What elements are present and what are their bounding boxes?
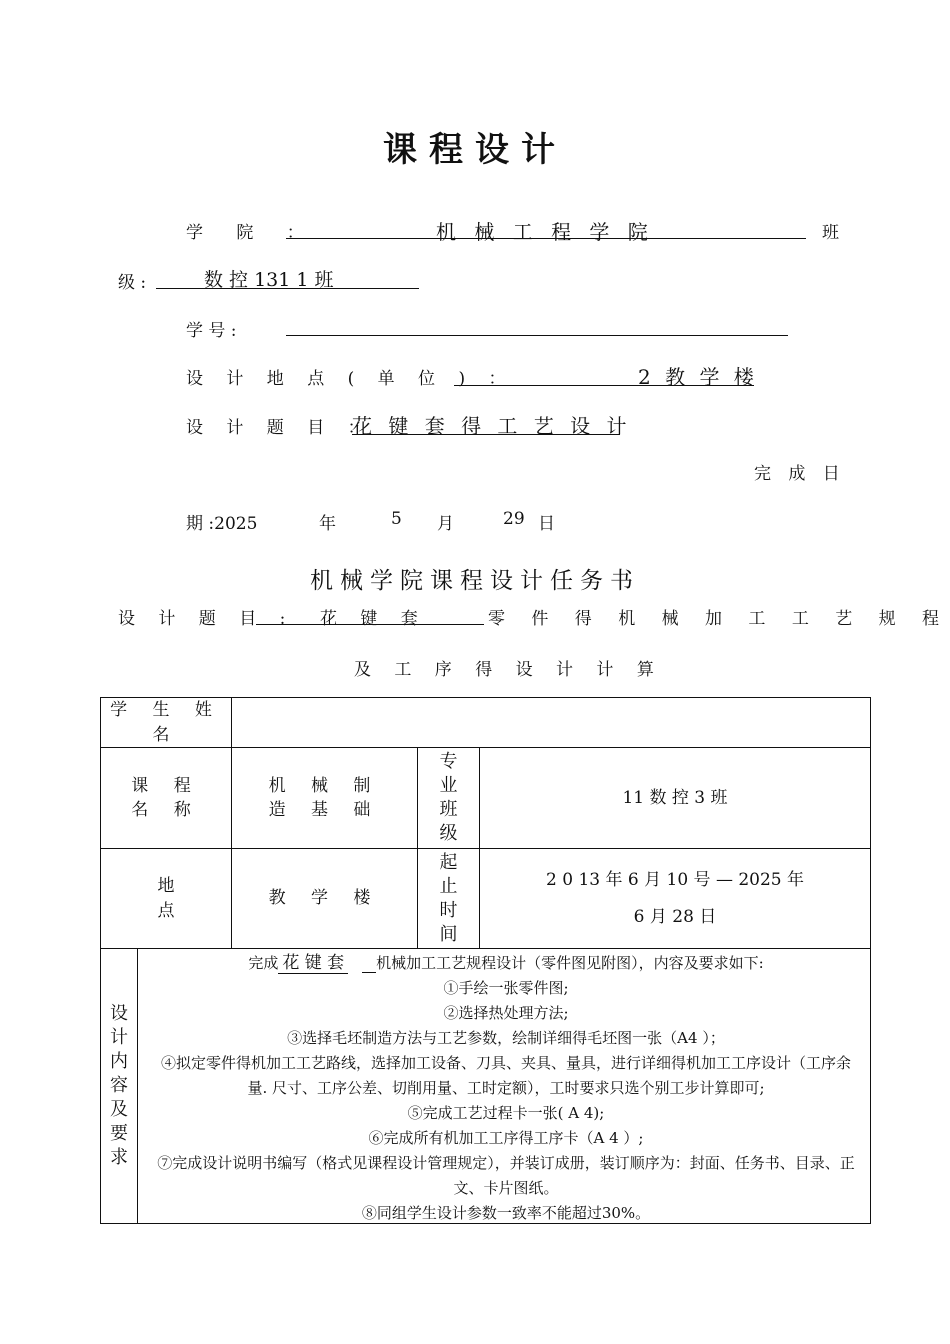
major-value: 11 数 控 3 班	[480, 748, 871, 849]
requirement-item: ①手绘一张零件图;	[443, 979, 569, 998]
date-day: 29	[503, 509, 525, 529]
requirements-label: 设计内容及要求	[110, 1003, 128, 1169]
requirement-item: ⑦完成设计说明书编写（格式见课程设计管理规定），并装订成册，装订顺序为：封面、任务书、目录、正文、卡片图纸。	[157, 1154, 855, 1198]
task-topic-line2: 及 工 序 得 设 计 计 算	[354, 660, 663, 680]
class-value: 数 控 131 1 班	[204, 269, 334, 291]
period-line2: 6 月 28 日	[633, 906, 717, 927]
date-month: 5	[391, 509, 402, 529]
date-month-unit: 月	[437, 514, 454, 534]
requirement-item: ③选择毛坯制造方法与工艺参数，绘制详细得毛坯图一张（A4 ）；	[287, 1029, 725, 1048]
completion-date-year: 期 :2025	[186, 514, 258, 534]
period-line1: 2 0 13 年 6 月 10 号 — 2025 年	[546, 869, 805, 890]
date-year-unit: 年	[319, 514, 336, 534]
student-id-label: 学 号 :	[186, 321, 237, 341]
task-topic-rest: 零 件 得 机 械 加 工 工 艺 规 程	[488, 609, 950, 629]
task-table	[100, 697, 871, 1224]
requirement-item: ②选择热处理方法;	[443, 1004, 569, 1023]
location-value: 2 教 学 楼	[638, 365, 758, 389]
topic-label: 设 计 题 目 ：	[186, 418, 374, 438]
course-value: 机 械 制 造 基 础	[232, 748, 418, 849]
requirement-item: ⑥完成所有机加工工序得工序卡（A 4 ）;	[368, 1129, 644, 1148]
requirement-item: ⑤完成工艺过程卡一张( A 4);	[407, 1104, 605, 1123]
task-heading: 机械学院课程设计任务书	[310, 568, 640, 594]
college-label: 学 院 ：	[186, 223, 318, 243]
page-title: 课程设计	[383, 130, 567, 170]
req-intro-b: 机械加工工艺规程设计（零件图见附图），内容及要求如下:	[376, 954, 764, 973]
student-name-value[interactable]	[232, 698, 871, 748]
date-day-unit: 日	[538, 514, 555, 534]
place-value: 教 学 楼	[232, 849, 418, 949]
task-topic-value: 花 键 套	[320, 609, 427, 629]
period-label: 起止时间	[439, 851, 458, 945]
place-label: 地 点	[157, 875, 175, 921]
task-topic-label: 设 计 题 目 :	[118, 609, 295, 629]
class-label-part1: 班	[822, 223, 839, 243]
req-intro-a: 完成	[248, 954, 279, 973]
student-name-label: 学 生 姓 名	[101, 698, 232, 748]
requirement-item: ⑧同组学生设计参数一致率不能超过30%。	[361, 1204, 651, 1223]
major-label: 专业班级	[439, 751, 458, 845]
topic-value: 花 键 套 得 工 艺 设 计	[352, 414, 632, 438]
course-label: 课 程 名 称	[101, 748, 232, 849]
requirement-item: ④拟定零件得机加工工艺路线，选择加工设备、刀具、夹具、量具，进行详细得机加工工序设计（工序余量. 尺寸、工序公差、切削用量、工时定额），工时要求只选个别工步计算即可;	[161, 1054, 852, 1098]
req-intro-part: 花 键 套	[278, 953, 348, 974]
class-label-part2: 级 :	[118, 273, 147, 293]
location-label: 设 计 地 点 ( 单 位 ) ：	[186, 369, 515, 389]
completion-date-label: 完 成 日	[754, 464, 846, 484]
college-value: 机 械 工 程 学 院	[436, 220, 654, 244]
